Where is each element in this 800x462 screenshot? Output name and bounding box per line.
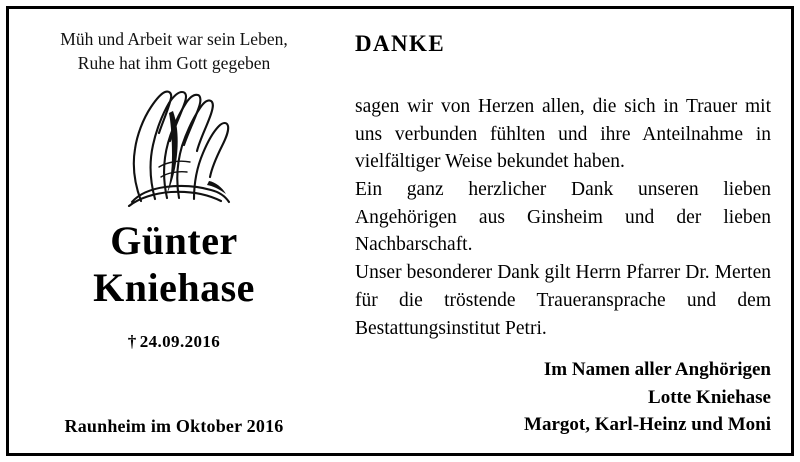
signoff-block [524,356,771,439]
thanks-body [355,93,771,342]
deceased-last-name: Kniehase [93,265,255,311]
right-column [339,9,791,453]
signoff-line-1: Im Namen aller Anghörigen [543,359,771,381]
notice-content [9,9,791,453]
death-date: 24.09.2016 [139,331,221,351]
cross-icon: † [127,331,137,351]
deceased-name [23,217,325,311]
notice-border [6,6,794,456]
praying-hands-illustration [23,81,325,209]
thanks-heading: DANKE [355,31,446,56]
place-and-date: Raunheim im Oktober 2016 [64,416,284,436]
thanks-paragraph-1: sagen wir von Herzen allen, die sich in Trauer mit uns verbunden fühlten und ihre Anteilnahme in vielfältiger Weise bekundet haben. [355,96,771,173]
thanks-paragraph-3: Unser besonderer Dank gilt Herrn Pfarrer Dr. Merten für die tröstende Traueransprache und dem Bestattungsinstitut Petri. [355,262,771,339]
verse-block [23,27,325,75]
praying-hands-icon [99,81,249,207]
left-column [9,9,339,453]
signoff-line-3: Margot, Karl-Heinz und Moni [524,414,771,436]
verse-line-2: Ruhe hat ihm Gott gegeben [77,53,271,74]
deceased-first-name: Günter [110,218,238,264]
thanks-paragraph-2: Ein ganz herzlicher Dank unseren lieben Angehörigen aus Ginsheim und der lieben Nachbarschaft. [355,179,771,256]
death-date-row [23,332,325,352]
verse-line-1: Müh und Arbeit war sein Leben, [60,29,288,49]
signoff-line-2: Lotte Kniehase [648,386,771,408]
